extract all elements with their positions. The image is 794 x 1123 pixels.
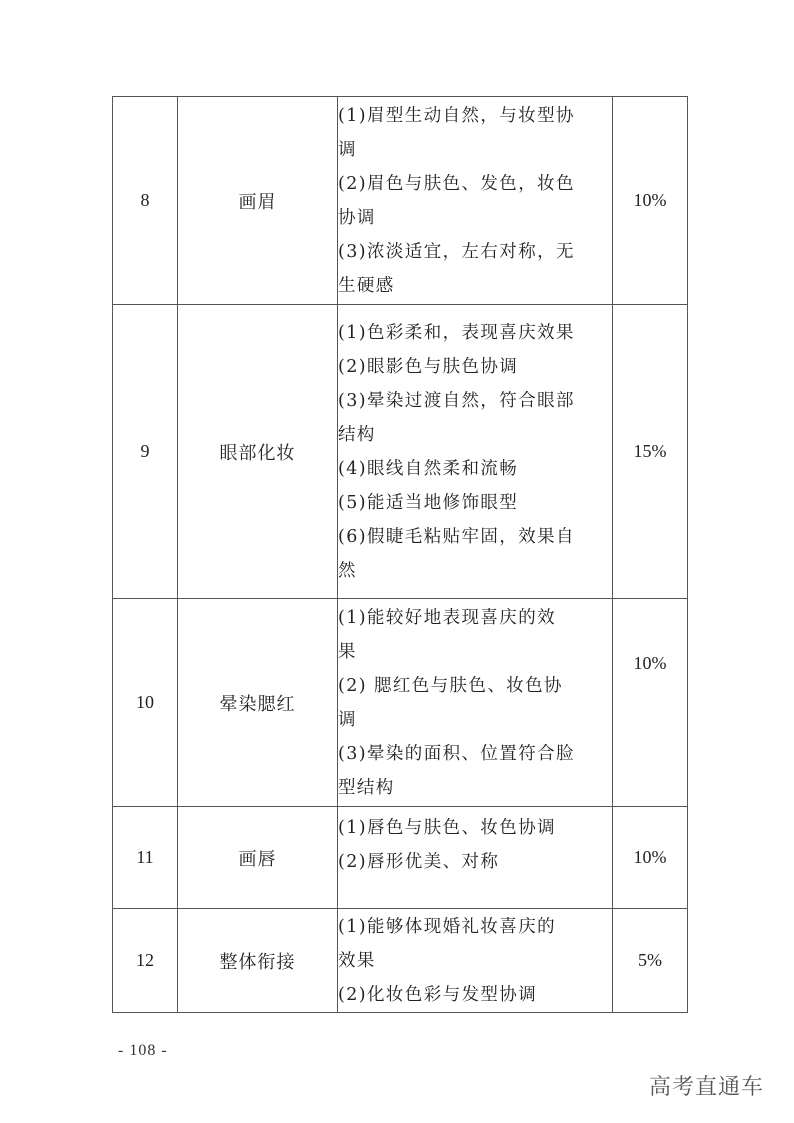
criteria-line: (1)色彩柔和，表现喜庆效果	[338, 322, 575, 343]
criteria-line: (2)眼影色与肤色协调	[338, 356, 519, 377]
criteria-line: 协调	[338, 207, 376, 228]
item-name: 晕染腮红	[178, 599, 338, 807]
criteria-line: (3)晕染过渡自然，符合眼部	[338, 390, 575, 411]
criteria-line: (1)能够体现婚礼妆喜庆的	[338, 916, 556, 937]
item-name: 整体衔接	[178, 909, 338, 1013]
weight-value: 10%	[613, 807, 688, 909]
row-number: 9	[113, 305, 178, 599]
table-row	[113, 807, 688, 909]
criteria-line: 效果	[338, 950, 376, 971]
criteria-line: 果	[338, 641, 357, 662]
criteria-line: (3)晕染的面积、位置符合脸	[338, 743, 575, 764]
criteria-line: (6)假睫毛粘贴牢固，效果自	[338, 526, 575, 547]
table-row	[113, 97, 688, 305]
scoring-table	[112, 96, 688, 1013]
criteria-cell	[338, 305, 613, 599]
criteria-line: (1)唇色与肤色、妆色协调	[338, 818, 556, 838]
weight-value: 15%	[613, 305, 688, 599]
item-name: 画眉	[178, 97, 338, 305]
criteria-line: 调	[338, 709, 357, 730]
criteria-line: 然	[338, 560, 357, 581]
criteria-line: (3)浓淡适宜，左右对称，无	[338, 241, 575, 262]
weight-value: 5%	[613, 909, 688, 1013]
table-row	[113, 305, 688, 599]
criteria-cell	[338, 909, 613, 1013]
watermark-text: 高考直通车	[648, 1075, 764, 1100]
criteria-line: (5)能适当地修饰眼型	[338, 492, 519, 513]
criteria-line: 生硬感	[338, 275, 395, 296]
weight-value	[613, 599, 688, 807]
criteria-line: (1)眉型生动自然，与妆型协	[338, 105, 575, 126]
criteria-line: 型结构	[338, 777, 395, 798]
item-name: 画唇	[178, 807, 338, 909]
criteria-line: (2)唇形优美、对称	[338, 852, 500, 872]
item-name: 眼部化妆	[178, 305, 338, 599]
criteria-line: (4)眼线自然柔和流畅	[338, 458, 519, 479]
weight-value-text: 10%	[633, 653, 667, 673]
row-number: 10	[113, 599, 178, 807]
table-row	[113, 909, 688, 1013]
criteria-line: 结构	[338, 424, 376, 445]
criteria-line: 调	[338, 139, 357, 160]
table-row	[113, 599, 688, 807]
criteria-line: (2)化妆色彩与发型协调	[338, 984, 538, 1005]
criteria-line: (2)眉色与肤色、发色，妆色	[338, 173, 575, 194]
criteria-cell	[338, 97, 613, 305]
criteria-line: (1)能较好地表现喜庆的效	[338, 607, 556, 628]
row-number: 11	[113, 807, 178, 909]
criteria-cell	[338, 599, 613, 807]
criteria-cell	[338, 807, 613, 909]
weight-value: 10%	[613, 97, 688, 305]
page-number: - 108 -	[118, 1042, 168, 1059]
criteria-line: (2) 腮红色与肤色、妆色协	[338, 675, 563, 696]
row-number: 12	[113, 909, 178, 1013]
row-number: 8	[113, 97, 178, 305]
